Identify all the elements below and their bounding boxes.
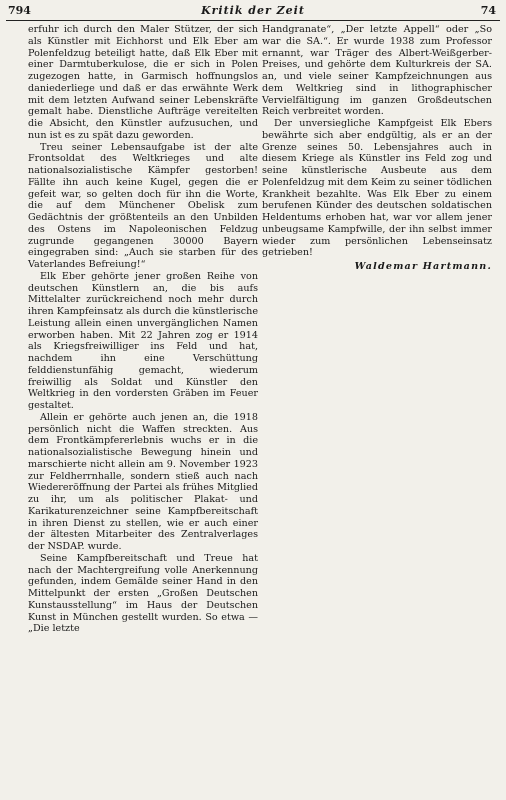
left-column (28, 24, 258, 635)
paragraph: Handgranate“, „Der letzte Appell“ oder „So war die SA.“. Er wurde 1938 zum Professor ernannt, war Träger des Albert-Weißgerber-Preises, und gehörte dem Kulturkreis der SA. an, und viele seiner Kampfzeichnungen aus dem Weltkrieg sind in lithographischer Vervielfältigung im ganzen Großdeutschen Reich verbreitet worden. (262, 24, 492, 118)
running-title: Kritik der Zeit (201, 4, 305, 17)
paragraph: Elk Eber gehörte jener großen Reihe von deutschen Künstlern an, die bis aufs Mittelalter zurückreichend noch mehr durch ihren Kampfeinsatz als durch die künstlerische Leistung allein einen unvergänglichen Namen erworben haben. Mit 22 Jahren zog er 1914 als Kriegsfreiwilliger ins Feld und hat, nachdem ihn eine Verschüttung felddienstunfähig gemacht, wiederum freiwillig als Soldat und Künstler den Weltkrieg in den vordersten Gräben im Feuer gestaltet. (28, 270, 258, 411)
right-column (262, 24, 492, 273)
paragraph: erfuhr ich durch den Maler Stützer, der sich als Künstler mit Eichhorst und Elk Eber am Polenfeldzug beteiligt hatte, daß Elk Eber mit einer Darmtuberkulose, die er sich in Polen zugezogen hatte, in Garmisch hoffnungslos daniederliege und daß er das erwähnte Werk mit dem letzten Aufwand seiner Lebenskräfte gemalt habe. Dienstliche Aufträge vereitelten die Absicht, den Künstler aufzusuchen, und nun ist es zu spät dazu geworden. (28, 24, 258, 141)
header-rule (6, 20, 500, 21)
page-number-left: 794 (8, 4, 31, 17)
paragraph: Allein er gehörte auch jenen an, die 1918 persönlich nicht die Waffen streckten. Aus dem Frontkämpfererlebnis wuchs er in die nationalsozialistische Bewegung hinein und marschierte nicht allein am 9. November 1923 zur Feldherrnhalle, sondern stieß auch nach Wiedereröffnung der Partei als frühes Mitglied zu ihr, um als politischer Plakat- und Karikaturenzeichner seine Kampfbereitschaft in ihren Dienst zu stellen, wie er auch einer der ältesten Mitarbeiter des Zentralverlages der NSDAP. wurde. (28, 411, 258, 552)
page-header (6, 4, 500, 20)
author-signature: Waldemar Hartmann. (354, 261, 492, 272)
paragraph: Der unversiegliche Kampfgeist Elk Ebers bewährte sich aber endgültig, als er an der Grenze seines 50. Lebensjahres auch in diesem Kriege als Künstler ins Feld zog und seine künstlerische Ausbeute aus dem Polenfeldzug mit dem Keim zu seiner tödlichen Krankheit bezahlte. Was Elk Eber zu einem berufenen Künder des deutschen soldatischen Heldentums erhoben hat, war vor allem jener unbeugsame Kampfwille, der ihn selbst immer wieder zum persönlichen Lebenseinsatz getrieben! (262, 118, 492, 259)
paragraph: Seine Kampfbereitschaft und Treue hat nach der Machtergreifung volle Anerkennung gefunden, indem Gemälde seiner Hand in den Mittelpunkt der ersten „Großen Deutschen Kunstausstellung“ im Haus der Deutschen Kunst in München gestellt wurden. So etwa — „Die letzte (28, 552, 258, 635)
paragraph: Treu seiner Lebensaufgabe ist der alte Frontsoldat des Weltkrieges und alte nationalsozialistische Kämpfer gestorben! Fällte ihn auch keine Kugel, gegen die er gefeit war, so gelten doch für ihn die Worte, die auf dem Münchener Obelisk zum Gedächtnis der größtenteils an den Unbilden des Ostens im Napoleonischen Feldzug zugrunde gegangenen 30000 Bayern eingegraben sind: „Auch sie starben für des Vaterlandes Befreiung!“ (28, 141, 258, 270)
page-number-right: 74 (480, 4, 496, 17)
